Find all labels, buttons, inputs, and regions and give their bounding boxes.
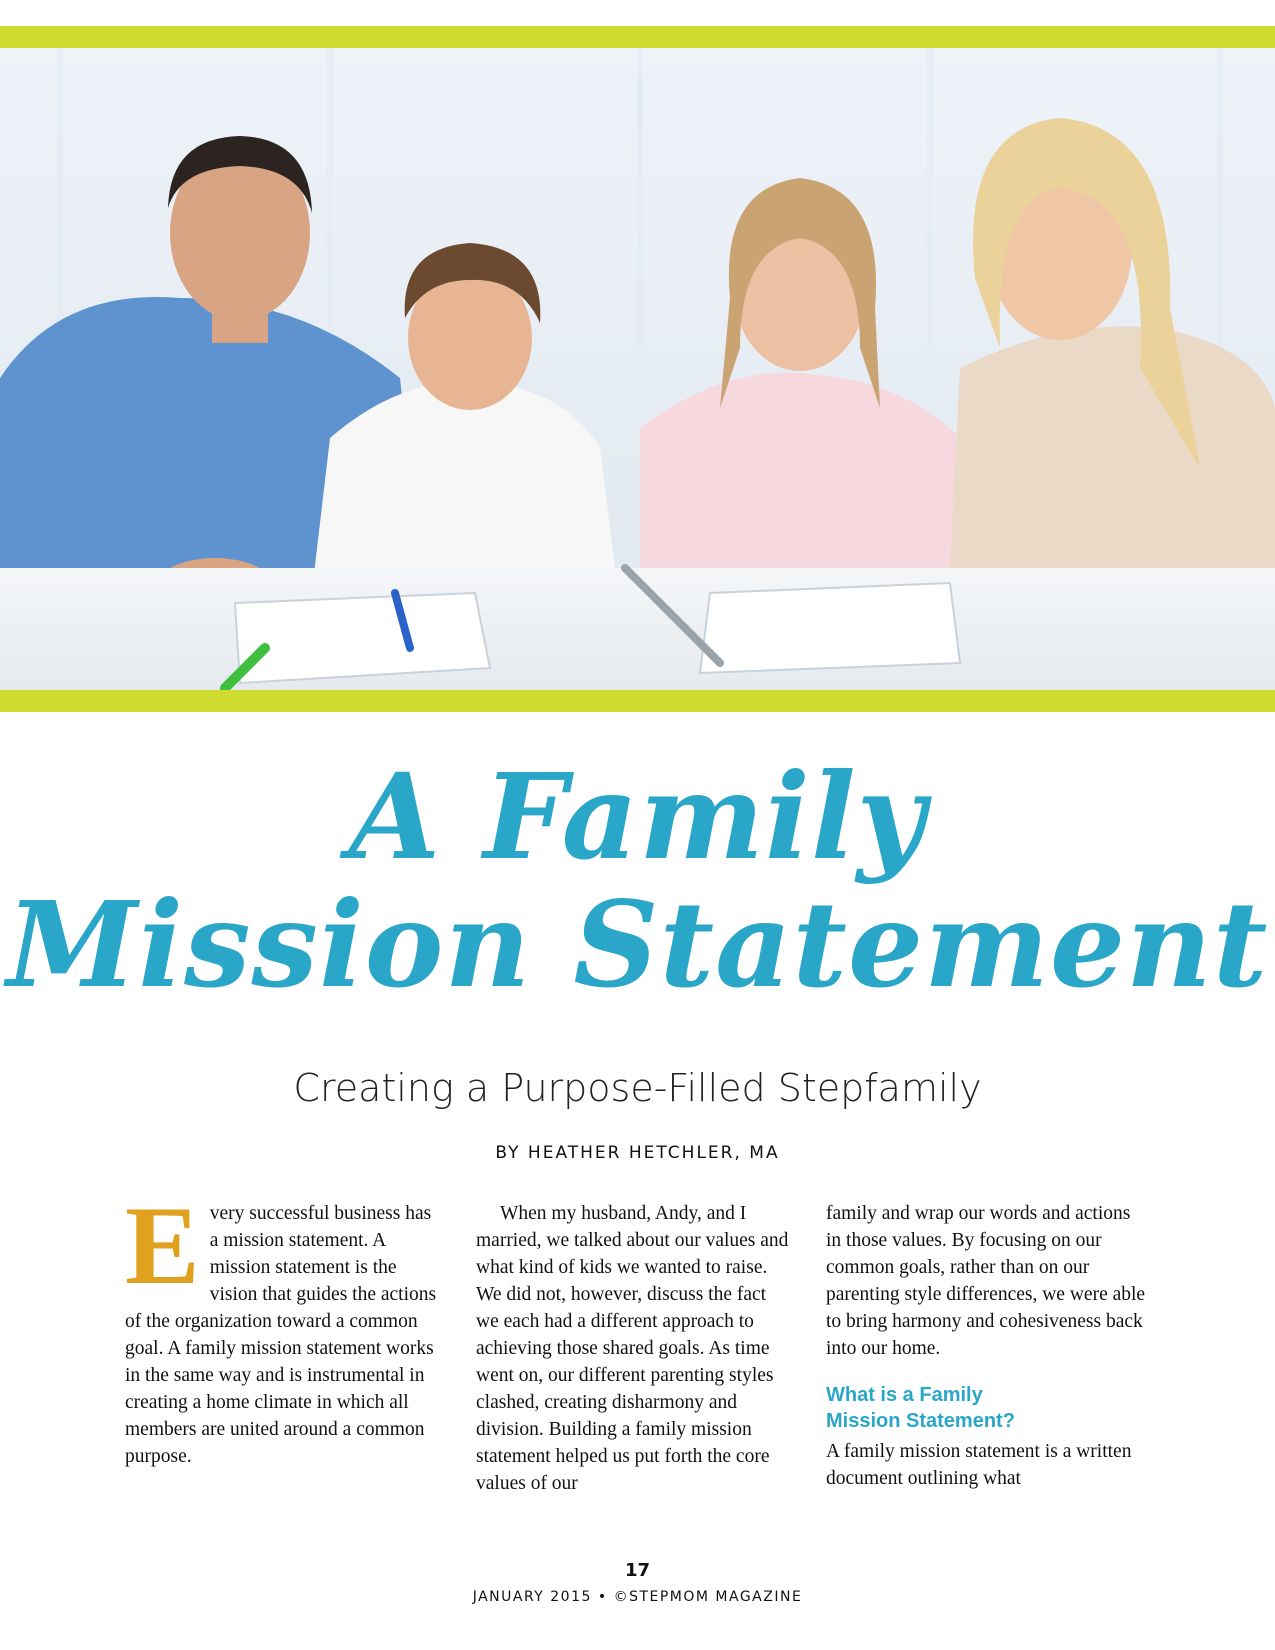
- top-accent-band: [0, 26, 1275, 48]
- section-subhead: [826, 1382, 1146, 1434]
- column-2-text: When my husband, Andy, and I married, we talked about our values and what kind of kids we wanted to raise. We did not, however, discuss the fact we each had a different approach to achieving those shared goals. As time went on, our different parenting styles clashed, creating disharmony and division. Building a family mission statement helped us put forth the core values of our: [476, 1203, 789, 1494]
- column-3-text-2: A family mission statement is a written document outlining what: [826, 1441, 1132, 1489]
- footer-line: JANUARY 2015 • ©STEPMOM MAGAZINE: [472, 1589, 803, 1605]
- notebook-right: [700, 583, 960, 673]
- subhead-line-1: What is a Family: [826, 1384, 983, 1406]
- article-title-line-1: A Family: [348, 747, 927, 886]
- page-number: 17: [624, 1560, 651, 1581]
- article-column-2: [476, 1200, 790, 1497]
- column-1-text: very successful business has a mission statement. A mission statement is the vision that guides the actions of the organization toward a common goal. A family mission statement works in the same way and is instrumental in creating a home climate in which all members are united around a common purpose.: [125, 1203, 437, 1467]
- subhead-line-2: Mission Statement?: [826, 1410, 1015, 1432]
- notebook-left: [235, 593, 490, 683]
- byline: BY HEATHER HETCHLER, MA: [495, 1143, 780, 1163]
- family-photo: [0, 48, 1275, 690]
- article-subtitle: Creating a Purpose-Filled Stepfamily: [293, 1066, 982, 1110]
- article-title-line-2: Mission Statement: [6, 875, 1269, 1014]
- article-column-3: [826, 1200, 1146, 1492]
- drop-cap: E: [125, 1184, 200, 1308]
- bottom-accent-band: [0, 690, 1275, 712]
- column-3-text: family and wrap our words and actions in those values. By focusing on our common goals, rather than on our parenting style differences, we were able to bring harmony and cohesiveness back into our home.: [826, 1203, 1146, 1359]
- article-column-1: [125, 1184, 439, 1470]
- family-photo-image: [0, 48, 1275, 690]
